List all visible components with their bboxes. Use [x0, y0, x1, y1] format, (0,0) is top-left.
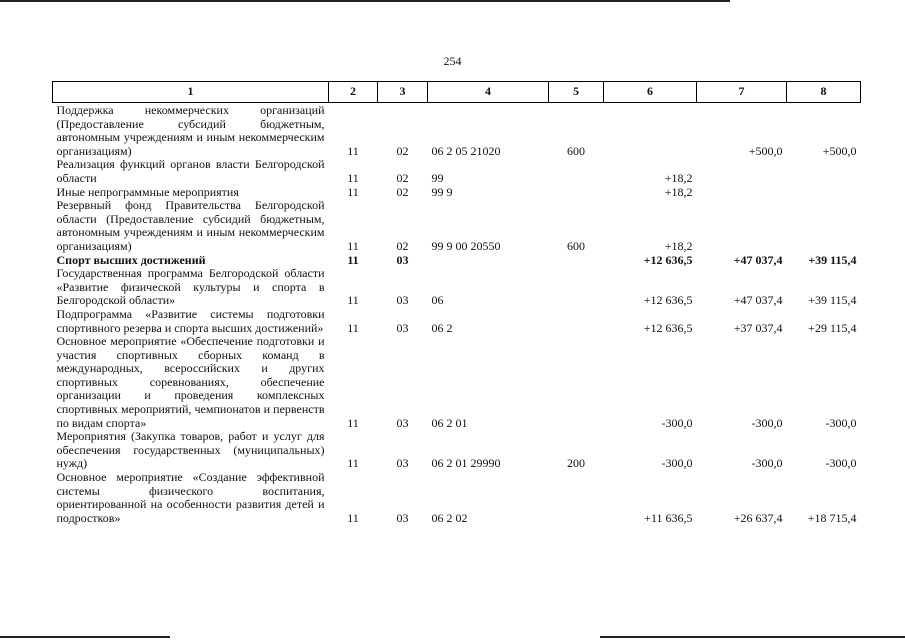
description-cell: Поддержка некоммерческих организаций (Предоставление субсидий бюджетным, автономным учреждениям и иным некоммерческим организациям): [56, 103, 325, 158]
section-cell: 11: [347, 143, 359, 158]
target-article-cell: 06 2 01: [431, 415, 468, 430]
amount-cell: -300,0: [661, 415, 693, 430]
expense-type-cell: [549, 254, 604, 268]
description-cell: Основное мероприятие «Создание эффективной системы физического воспитания, ориентированной на особенности развития детей и подростков»: [56, 470, 325, 525]
amount-cell: +47 037,4: [733, 293, 783, 308]
expense-type-cell: [549, 267, 604, 308]
description-cell: Спорт высших достижений: [56, 252, 206, 267]
section-cell: 11: [347, 238, 359, 253]
target-article-cell: 06: [431, 293, 444, 308]
amount-cell: +39 115,4: [808, 252, 857, 267]
description-cell: Реализация функций органов власти Белгородской области: [56, 157, 325, 185]
section-cell: 11: [347, 320, 359, 335]
expense-type-cell: 600: [567, 143, 585, 158]
subsection-cell: 03: [396, 456, 409, 471]
expense-type-cell: 200: [567, 456, 585, 471]
expense-type-cell: 600: [567, 238, 585, 253]
amount-cell: [787, 199, 861, 253]
target-article-cell: 06 2 02: [431, 510, 468, 525]
table-row: [53, 158, 861, 185]
scan-artifact-line: [0, 0, 730, 2]
expense-type-cell: [549, 471, 604, 525]
expense-type-cell: [549, 335, 604, 430]
table-row: [53, 471, 861, 525]
target-article-cell: 99: [431, 170, 444, 185]
amount-cell: +18,2: [664, 184, 693, 199]
scan-artifact-line: [600, 636, 905, 638]
subsection-cell: 02: [396, 170, 409, 185]
amount-cell: +11 636,5: [644, 510, 693, 525]
amount-cell: +500,0: [748, 143, 783, 158]
header-cell: 3: [378, 82, 428, 103]
amount-cell: [697, 158, 787, 185]
table-row: [53, 267, 861, 308]
expense-type-cell: [549, 186, 604, 200]
amount-cell: +29 115,4: [808, 320, 857, 335]
amount-cell: [787, 186, 861, 200]
subsection-cell: 03: [396, 293, 409, 308]
amount-cell: +39 115,4: [808, 293, 857, 308]
table-row: [53, 199, 861, 253]
amount-cell: +26 637,4: [733, 510, 783, 525]
table-row: [53, 254, 861, 268]
target-article-cell: 06 2 05 21020: [431, 143, 501, 158]
amount-cell: -300,0: [825, 456, 857, 471]
section-cell: 11: [347, 510, 359, 525]
scan-artifact-line: [0, 636, 170, 638]
section-cell: 11: [347, 252, 359, 267]
header-cell: 4: [428, 82, 549, 103]
amount-cell: [697, 199, 787, 253]
description-cell: Иные непрограммные мероприятия: [56, 184, 239, 199]
amount-cell: +500,0: [822, 143, 857, 158]
amount-cell: +12 636,5: [643, 293, 693, 308]
header-cell: 6: [604, 82, 697, 103]
table-row: [53, 186, 861, 200]
table-row: [53, 103, 861, 159]
amount-cell: +12 636,5: [643, 320, 693, 335]
table-row: [53, 335, 861, 430]
target-article-cell: 06 2: [431, 320, 453, 335]
subsection-cell: 03: [396, 510, 409, 525]
amount-cell: -300,0: [825, 415, 857, 430]
description-cell: Мероприятия (Закупка товаров, работ и услуг для обеспечения государственных (муниципальных) нужд): [56, 429, 325, 471]
amount-cell: [604, 103, 697, 159]
description-cell: Государственная программа Белгородской области «Развитие физической культуры и спорта в Белгородской области»: [56, 266, 325, 308]
amount-cell: +18,2: [664, 238, 693, 253]
header-cell: 5: [549, 82, 604, 103]
subsection-cell: 02: [396, 184, 409, 199]
expense-type-cell: [549, 158, 604, 185]
amount-cell: +18,2: [664, 170, 693, 185]
amount-cell: +37 037,4: [733, 320, 783, 335]
amount-cell: -300,0: [751, 415, 783, 430]
header-cell: 8: [787, 82, 861, 103]
header-cell: 2: [329, 82, 378, 103]
amount-cell: [787, 158, 861, 185]
amount-cell: -300,0: [661, 456, 693, 471]
description-cell: Резервный фонд Правительства Белгородской области (Предоставление субсидий бюджетным, автономным учреждениям и иным некоммерческим организациям): [56, 198, 325, 253]
section-cell: 11: [347, 170, 359, 185]
header-cell: 7: [697, 82, 787, 103]
subsection-cell: 03: [396, 252, 409, 267]
subsection-cell: 02: [396, 238, 409, 253]
header-cell: 1: [53, 82, 329, 103]
amount-cell: +47 037,4: [733, 252, 783, 267]
subsection-cell: 02: [396, 143, 409, 158]
target-article-cell: 06 2 01 29990: [431, 456, 501, 471]
description-cell: Основное мероприятие «Обеспечение подготовки и участия спортивных сборных команд в международных, всероссийских и других спортивных соревнованиях, обеспечение организации и проведения комплексных спортивных мероприятий, чемпионатов и первенств по видам спорта»: [56, 334, 325, 430]
expense-type-cell: [549, 308, 604, 335]
amount-cell: +12 636,5: [643, 252, 693, 267]
table-row: [53, 308, 861, 335]
section-cell: 11: [347, 415, 359, 430]
target-article-cell: [428, 254, 549, 268]
section-cell: 11: [347, 293, 359, 308]
table-body: [53, 103, 861, 526]
subsection-cell: 03: [396, 320, 409, 335]
budget-table: [52, 81, 861, 525]
subsection-cell: 03: [396, 415, 409, 430]
table-row: [53, 430, 861, 471]
section-cell: 11: [347, 456, 359, 471]
amount-cell: [697, 186, 787, 200]
target-article-cell: 99 9: [431, 184, 453, 199]
header-row: [53, 82, 861, 103]
target-article-cell: 99 9 00 20550: [431, 238, 501, 253]
description-cell: Подпрограмма «Развитие системы подготовки спортивного резерва и спорта высших достижений»: [56, 306, 325, 335]
amount-cell: +18 715,4: [807, 510, 857, 525]
page-number: 254: [443, 54, 462, 68]
amount-cell: -300,0: [751, 456, 783, 471]
section-cell: 11: [347, 184, 359, 199]
